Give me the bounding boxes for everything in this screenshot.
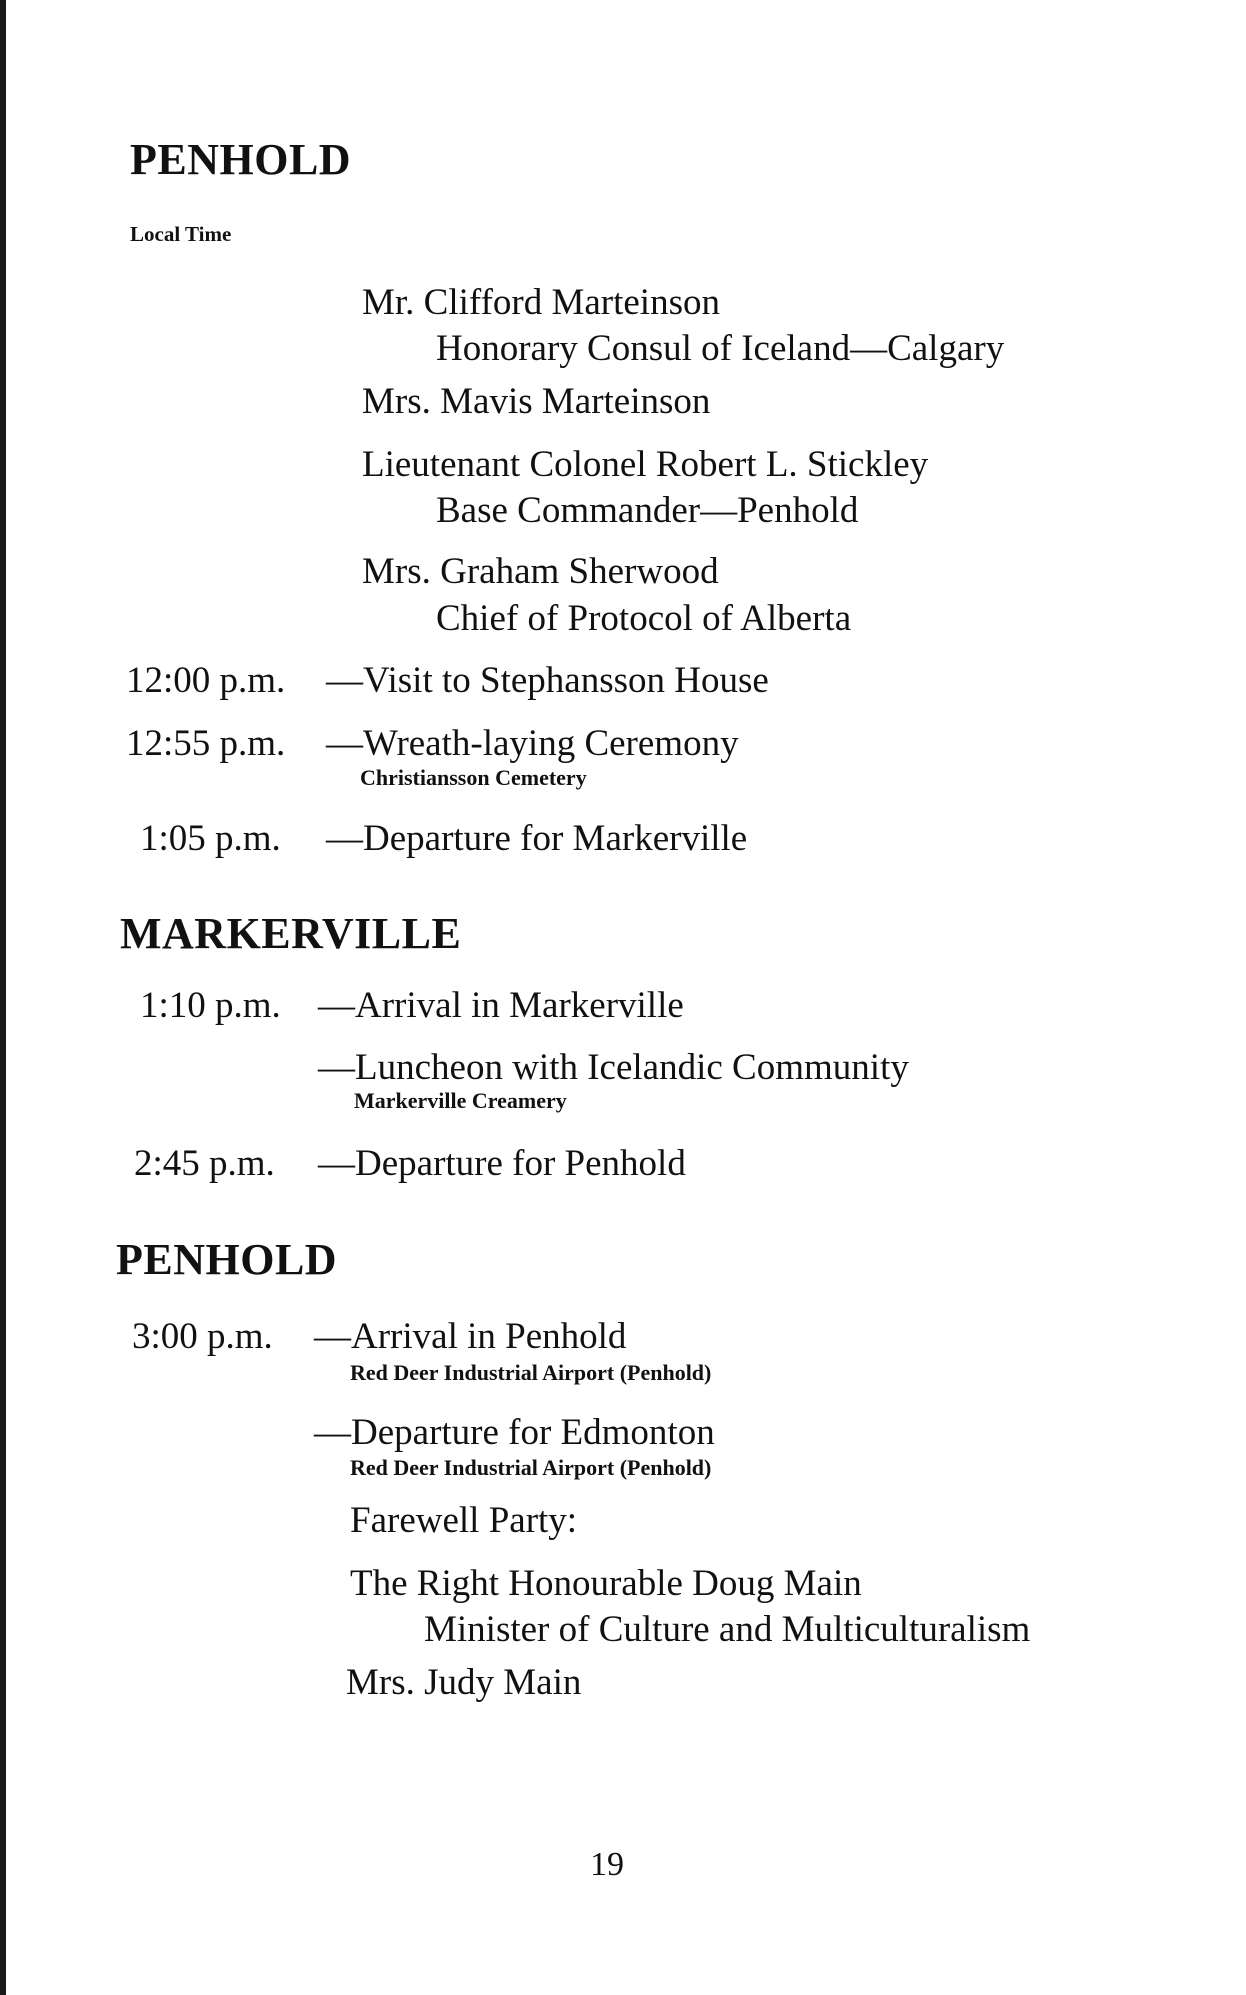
event-text: —Departure for Edmonton [314, 1412, 715, 1453]
page-edge [0, 0, 6, 1995]
event-location: Red Deer Industrial Airport (Penhold) [350, 1360, 712, 1385]
person-name: Mrs. Mavis Marteinson [362, 381, 711, 422]
person-name: Lieutenant Colonel Robert L. Stickley [362, 444, 929, 485]
event-text: —Departure for Markerville [326, 818, 748, 859]
page-number: 19 [590, 1846, 624, 1883]
person-title: Base Commander—Penhold [436, 490, 859, 531]
event-text: —Arrival in Penhold [314, 1316, 627, 1357]
event-time: 12:00 p.m. [126, 660, 286, 701]
local-time-label: Local Time [130, 222, 232, 246]
person-name: The Right Honourable Doug Main [350, 1563, 862, 1604]
farewell-label: Farewell Party: [350, 1500, 578, 1541]
event-location: Red Deer Industrial Airport (Penhold) [350, 1455, 712, 1480]
section-heading-penhold: PENHOLD [116, 1235, 338, 1284]
event-time: 3:00 p.m. [132, 1316, 273, 1357]
event-text: —Luncheon with Icelandic Community [318, 1047, 909, 1088]
event-text: —Visit to Stephansson House [326, 660, 769, 701]
person-title: Minister of Culture and Multiculturalism [424, 1609, 1031, 1650]
event-text: —Arrival in Markerville [318, 985, 684, 1026]
event-location: Markerville Creamery [354, 1088, 567, 1113]
person-title: Chief of Protocol of Alberta [436, 598, 852, 639]
event-text: —Departure for Penhold [318, 1143, 686, 1184]
event-time: 12:55 p.m. [126, 723, 286, 764]
event-time: 1:10 p.m. [140, 985, 281, 1026]
person-name: Mrs. Judy Main [346, 1662, 582, 1703]
event-time: 1:05 p.m. [140, 818, 281, 859]
event-text: —Wreath-laying Ceremony [326, 723, 739, 764]
event-time: 2:45 p.m. [134, 1143, 275, 1184]
person-name: Mrs. Graham Sherwood [362, 551, 719, 592]
section-heading-penhold: PENHOLD [130, 135, 352, 184]
person-name: Mr. Clifford Marteinson [362, 282, 720, 323]
event-location: Christiansson Cemetery [360, 765, 587, 790]
person-title: Honorary Consul of Iceland—Calgary [436, 328, 1005, 369]
section-heading-markerville: MARKERVILLE [120, 909, 462, 958]
